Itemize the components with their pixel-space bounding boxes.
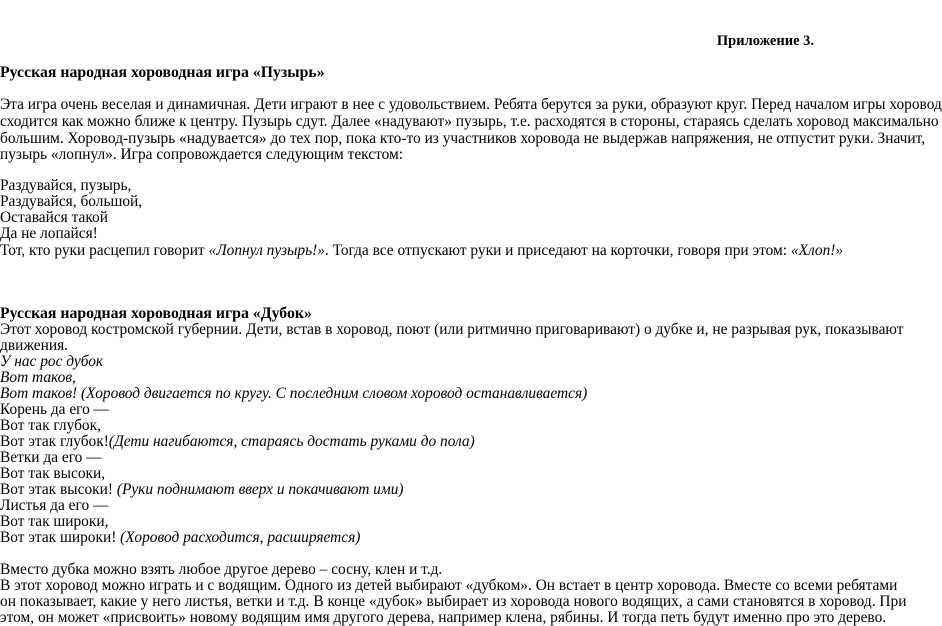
song-line: Корень да его — xyxy=(0,401,110,418)
intro-line: движения. xyxy=(0,337,68,354)
song-line xyxy=(0,481,404,498)
song-line: Ветки да его — xyxy=(0,449,102,466)
intro-line: Этот хоровод костромской губернии. Дети, встав в хоровод, поют (или ритмично приговаривают) о дубке и, не разрывая рук, показывают xyxy=(0,321,904,338)
song-line xyxy=(0,529,360,546)
verse-final-line xyxy=(0,242,843,259)
paragraph-line: большим. Хоровод-пузырь «надувается» до тех пор, пока кто-то из участников хоровода не выдержав напряжения, не отпустит руки. Значит, xyxy=(0,130,926,147)
verse-line: Раздувайся, пузырь, xyxy=(0,177,132,194)
song-text: Вот этак высоки! xyxy=(0,481,117,498)
outro-line: В этот хоровод можно играть и с водящим. Одного из детей выбирают «дубком». Он встает в центр хоровода. Вместе со всеми ребятами xyxy=(0,577,898,594)
song-line: Вот так широки, xyxy=(0,513,109,530)
song-text: Вот этак широки! xyxy=(0,529,121,546)
final-text: . Тогда все отпускают руки и приседают на корточки, говоря при этом: xyxy=(324,242,791,259)
verse-line: Оставайся такой xyxy=(0,209,108,226)
section-title-puzyr: Русская народная хороводная игра «Пузырь» xyxy=(0,64,325,81)
song-line: Листья да его — xyxy=(0,497,109,514)
song-line: Вот так высоки, xyxy=(0,465,106,482)
stage-direction: (Хоровод расходится, расширяется) xyxy=(120,529,361,546)
paragraph-line: Эта игра очень веселая и динамичная. Дети играют в нее с удовольствием. Ребята берутся за руки, образуют круг. Перед началом игры хоровод xyxy=(0,96,942,113)
stage-direction: (Хоровод двигается по кругу. С последним словом хоровод останавливается) xyxy=(77,385,588,402)
song-line: У нас рос дубок xyxy=(0,353,104,370)
song-line xyxy=(0,433,475,450)
song-line xyxy=(0,385,587,402)
song-line: Вот таков, xyxy=(0,369,76,386)
final-quote: «Лопнул пузырь!» xyxy=(208,242,325,259)
final-quote: «Хлоп!» xyxy=(790,242,844,259)
song-text: Вот таков! xyxy=(0,385,78,402)
final-text: Тот, кто руки расцепил говорит xyxy=(0,242,209,259)
verse-line: Да не лопайся! xyxy=(0,225,98,242)
paragraph-line: пузырь «лопнул». Игра сопровождается следующим текстом: xyxy=(0,146,404,163)
outro-line: он показывает, какие у него листья, ветки и т.д. В конце «дубок» выбирает из хоровода нового водящих, а сами становятся в хоровод. При xyxy=(0,593,907,610)
song-line: Вот так глубок, xyxy=(0,417,101,434)
outro-line: этом, он может «присвоить» новому водящим имя другого дерева, например клена, рябины. И тогда петь будут именно про это дерево. xyxy=(0,609,887,626)
stage-direction: (Руки поднимают вверх и покачивают ими) xyxy=(116,481,404,498)
stage-direction: (Дети нагибаются, стараясь достать руками до пола) xyxy=(108,433,475,450)
song-text: Вот этак глубок! xyxy=(0,433,109,450)
section-title-dubok: Русская народная хороводная игра «Дубок» xyxy=(0,305,312,322)
verse-line: Раздувайся, большой, xyxy=(0,193,143,210)
outro-line: Вместо дубка можно взять любое другое дерево – сосну, клен и т.д. xyxy=(0,561,443,578)
paragraph-line: сходится как можно ближе к центру. Пузырь сдут. Далее «надувают» пузырь, т.е. расходятся в стороны, стараясь сделать хоровод максимально xyxy=(0,113,939,130)
appendix-label: Приложение 3. xyxy=(716,33,814,49)
